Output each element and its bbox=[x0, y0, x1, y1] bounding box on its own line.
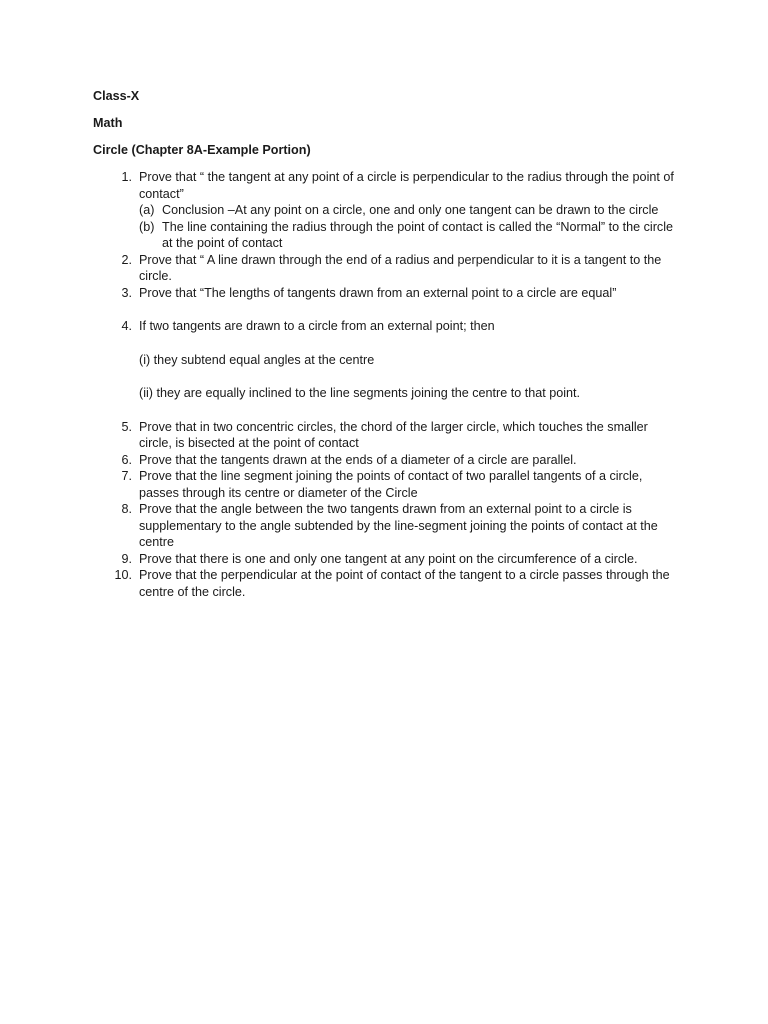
class-heading: Class-X bbox=[93, 89, 140, 103]
question-item-7 bbox=[0, 468, 679, 501]
question-number: 8. bbox=[121, 502, 132, 516]
question-item-10 bbox=[0, 567, 679, 600]
question-item-9 bbox=[0, 551, 679, 568]
question-paragraph-ii: (ii) they are equally inclined to the line segments joining the centre to that point. bbox=[139, 386, 581, 400]
question-number: 2. bbox=[121, 252, 132, 267]
question-item-1 bbox=[0, 169, 679, 252]
question-text: If two tangents are drawn to a circle from an external point; then bbox=[139, 319, 495, 333]
question-item-4 bbox=[0, 318, 679, 402]
question-text: Prove that the angle between the two tangents drawn from an external point to a circle is supplementary to the angle subtended by the line-segment joining the points of contact at the centre bbox=[139, 502, 658, 549]
question-list bbox=[0, 169, 768, 600]
question-text: Prove that “The lengths of tangents drawn from an external point to a circle are equal” bbox=[139, 285, 617, 300]
question-number: 9. bbox=[121, 551, 132, 566]
sub-item-text: The line containing the radius through the point of contact is called the “Normal” to the circle at the point of contact bbox=[162, 219, 674, 250]
question-text: Prove that the tangents drawn at the ends of a diameter of a circle are parallel. bbox=[139, 452, 577, 467]
sub-item-marker: (b) bbox=[139, 219, 155, 234]
question-number: 1. bbox=[121, 170, 132, 184]
sub-item-text: Conclusion –At any point on a circle, one and only one tangent can be drawn to the circle bbox=[162, 203, 659, 217]
question-number: 6. bbox=[121, 452, 132, 467]
question-item-2 bbox=[0, 252, 679, 285]
sub-item-marker: (a) bbox=[139, 203, 155, 217]
question-number: 5. bbox=[121, 419, 132, 434]
subject-heading: Math bbox=[93, 116, 123, 130]
question-number: 7. bbox=[121, 469, 132, 483]
question-text: Prove that “ the tangent at any point of a circle is perpendicular to the radius through the point of contact” bbox=[139, 170, 674, 201]
question-number: 10. bbox=[114, 568, 132, 582]
sub-item-b bbox=[139, 219, 679, 252]
question-paragraph-i: (i) they subtend equal angles at the centre bbox=[139, 352, 375, 367]
chapter-heading: Circle (Chapter 8A-Example Portion) bbox=[93, 143, 311, 157]
question-number: 3. bbox=[121, 285, 132, 300]
question-text: Prove that “ A line drawn through the end of a radius and perpendicular to it is a tangent to the circle. bbox=[139, 252, 662, 283]
question-item-6 bbox=[0, 452, 679, 469]
question-text: Prove that there is one and only one tangent at any point on the circumference of a circle. bbox=[139, 551, 638, 566]
question-text: Prove that the perpendicular at the point of contact of the tangent to a circle passes through the centre of the circle. bbox=[139, 568, 670, 599]
question-item-8 bbox=[0, 501, 679, 551]
question-text: Prove that the line segment joining the points of contact of two parallel tangents of a circle, passes through its centre or diameter of the Circle bbox=[139, 469, 643, 500]
question-number: 4. bbox=[121, 319, 132, 333]
sub-item-a bbox=[139, 202, 679, 219]
question-item-5 bbox=[0, 419, 679, 452]
question-text: Prove that in two concentric circles, the chord of the larger circle, which touches the smaller circle, is bisected at the point of contact bbox=[139, 419, 648, 450]
question-item-3 bbox=[0, 285, 679, 302]
